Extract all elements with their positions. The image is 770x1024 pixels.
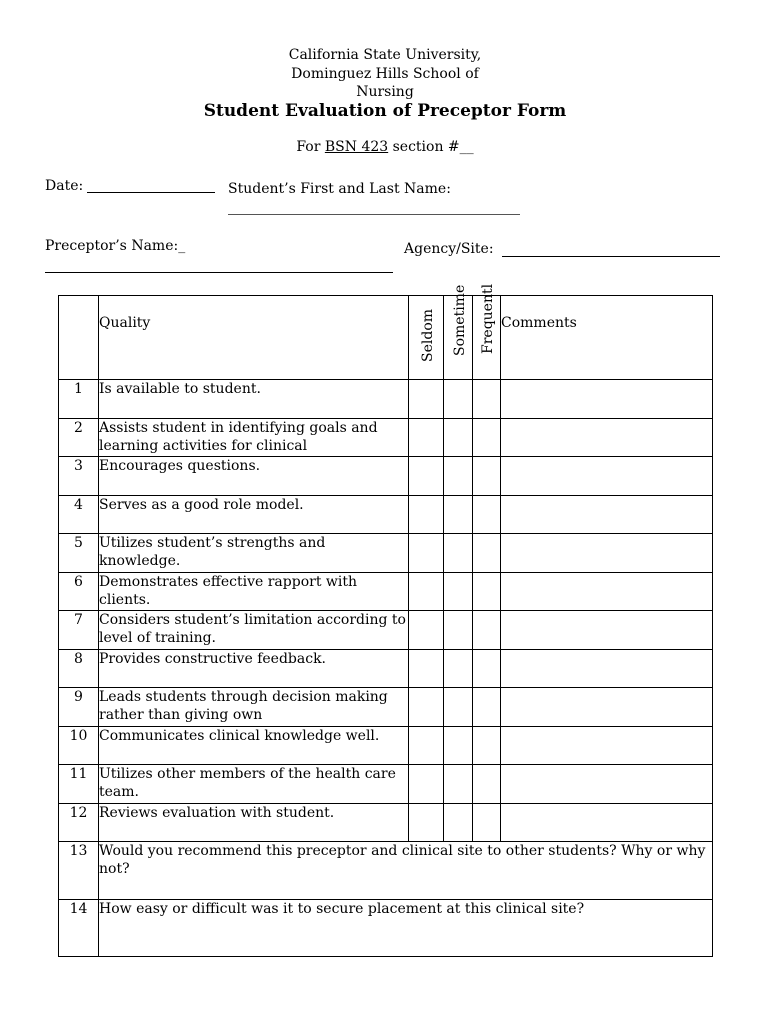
- row-number: 10: [59, 726, 99, 765]
- seldom-cell[interactable]: [409, 611, 444, 650]
- sometime-cell[interactable]: [444, 418, 473, 457]
- quality-item: Utilizes other members of the health care team.: [99, 765, 409, 804]
- table-row: [59, 726, 713, 765]
- seldom-cell[interactable]: [409, 649, 444, 688]
- table-row: [59, 688, 713, 727]
- row-number: 13: [59, 842, 99, 900]
- sometime-cell[interactable]: [444, 495, 473, 534]
- row-number: 8: [59, 649, 99, 688]
- seldom-cell[interactable]: [409, 495, 444, 534]
- row-number: 12: [59, 803, 99, 842]
- seldom-cell[interactable]: [409, 534, 444, 573]
- preceptor-name-label: Preceptor’s Name:_: [45, 238, 186, 254]
- sometime-cell[interactable]: [444, 765, 473, 804]
- header-row: [59, 296, 713, 380]
- row-number: 2: [59, 418, 99, 457]
- comments-cell[interactable]: [501, 418, 713, 457]
- table-row: [59, 803, 713, 842]
- table-row: [59, 765, 713, 804]
- row-number: 1: [59, 380, 99, 419]
- quality-item: Leads students through decision making rather than giving own: [99, 688, 409, 727]
- comments-cell[interactable]: [501, 765, 713, 804]
- comments-cell[interactable]: [501, 688, 713, 727]
- frequently-header: Frequentl: [480, 283, 496, 354]
- sometime-cell[interactable]: [444, 688, 473, 727]
- comments-cell[interactable]: [501, 572, 713, 611]
- table-row: [59, 572, 713, 611]
- preceptor-name-field[interactable]: [45, 272, 393, 273]
- quality-item: Considers student’s limitation according to level of training.: [99, 611, 409, 650]
- frequently-cell[interactable]: [473, 418, 501, 457]
- comments-cell[interactable]: [501, 534, 713, 573]
- sometime-cell[interactable]: [444, 803, 473, 842]
- row-number: 5: [59, 534, 99, 573]
- table-row: [59, 611, 713, 650]
- table-row: [59, 534, 713, 573]
- open-question[interactable]: Would you recommend this preceptor and clinical site to other students? Why or why not?: [99, 842, 713, 900]
- quality-item: Serves as a good role model.: [99, 495, 409, 534]
- frequently-cell[interactable]: [473, 765, 501, 804]
- comments-cell[interactable]: [501, 495, 713, 534]
- section-label: section #__: [388, 139, 474, 155]
- comments-cell[interactable]: [501, 380, 713, 419]
- row-number: 6: [59, 572, 99, 611]
- seldom-cell[interactable]: [409, 765, 444, 804]
- open-question-row: [59, 899, 713, 957]
- seldom-cell[interactable]: [409, 572, 444, 611]
- seldom-cell[interactable]: [409, 380, 444, 419]
- quality-item: Assists student in identifying goals and learning activities for clinical: [99, 418, 409, 457]
- sometime-header-cell: [444, 284, 473, 380]
- frequently-header-cell: [473, 283, 501, 380]
- row-number: 7: [59, 611, 99, 650]
- table-row: [59, 457, 713, 496]
- seldom-header-cell: [409, 296, 444, 380]
- row-number: 11: [59, 765, 99, 804]
- seldom-header: Seldom: [420, 308, 436, 362]
- sometime-cell[interactable]: [444, 611, 473, 650]
- table-row: [59, 649, 713, 688]
- frequently-cell[interactable]: [473, 726, 501, 765]
- quality-header: Quality: [99, 296, 409, 380]
- number-header-cell: [59, 296, 99, 380]
- seldom-cell[interactable]: [409, 457, 444, 496]
- comments-cell[interactable]: [501, 611, 713, 650]
- sometime-cell[interactable]: [444, 457, 473, 496]
- frequently-cell[interactable]: [473, 457, 501, 496]
- sometime-cell[interactable]: [444, 649, 473, 688]
- comments-header: Comments: [501, 296, 713, 380]
- table-row: [59, 418, 713, 457]
- seldom-cell[interactable]: [409, 688, 444, 727]
- agency-site-label: Agency/Site:: [404, 241, 494, 257]
- table-row: [59, 380, 713, 419]
- sometime-cell[interactable]: [444, 726, 473, 765]
- open-question[interactable]: How easy or difficult was it to secure placement at this clinical site?: [99, 899, 713, 957]
- row-number: 3: [59, 457, 99, 496]
- sometime-cell[interactable]: [444, 380, 473, 419]
- table-row: [59, 495, 713, 534]
- quality-item: Utilizes student’s strengths and knowledge.: [99, 534, 409, 573]
- quality-item: Provides constructive feedback.: [99, 649, 409, 688]
- seldom-cell[interactable]: [409, 803, 444, 842]
- form-title: Student Evaluation of Preceptor Form: [203, 101, 567, 121]
- frequently-cell[interactable]: [473, 572, 501, 611]
- sometime-cell[interactable]: [444, 572, 473, 611]
- comments-cell[interactable]: [501, 726, 713, 765]
- sometime-header: Sometime: [452, 284, 468, 356]
- row-number: 9: [59, 688, 99, 727]
- university-line-2: Dominguez Hills School of: [291, 66, 479, 82]
- row-number: 14: [59, 899, 99, 957]
- quality-item: Encourages questions.: [99, 457, 409, 496]
- quality-item: Reviews evaluation with student.: [99, 803, 409, 842]
- comments-cell[interactable]: [501, 649, 713, 688]
- agency-site-field[interactable]: [502, 256, 720, 257]
- row-number: 4: [59, 495, 99, 534]
- quality-item: Is available to student.: [99, 380, 409, 419]
- student-name-label: Student’s First and Last Name:: [228, 181, 451, 197]
- comments-cell[interactable]: [501, 803, 713, 842]
- frequently-cell[interactable]: [473, 688, 501, 727]
- comments-cell[interactable]: [501, 457, 713, 496]
- frequently-cell[interactable]: [473, 649, 501, 688]
- university-line-3: Nursing: [356, 84, 414, 100]
- frequently-cell[interactable]: [473, 495, 501, 534]
- quality-item: Communicates clinical knowledge well.: [99, 726, 409, 765]
- open-question-row: [59, 842, 713, 900]
- course-code: BSN 423: [324, 139, 389, 155]
- date-label: Date:: [45, 178, 84, 194]
- seldom-cell[interactable]: [409, 726, 444, 765]
- frequently-cell[interactable]: [473, 534, 501, 573]
- student-name-field[interactable]: [228, 214, 520, 215]
- frequently-cell[interactable]: [473, 611, 501, 650]
- evaluation-table: [58, 283, 713, 957]
- frequently-cell[interactable]: [473, 803, 501, 842]
- sometime-cell[interactable]: [444, 534, 473, 573]
- course-line: [0, 139, 770, 155]
- quality-item: Demonstrates effective rapport with clients.: [99, 572, 409, 611]
- university-line-1: California State University,: [288, 47, 482, 63]
- for-prefix: For: [296, 139, 325, 155]
- seldom-cell[interactable]: [409, 418, 444, 457]
- frequently-cell[interactable]: [473, 380, 501, 419]
- date-field[interactable]: [87, 192, 215, 193]
